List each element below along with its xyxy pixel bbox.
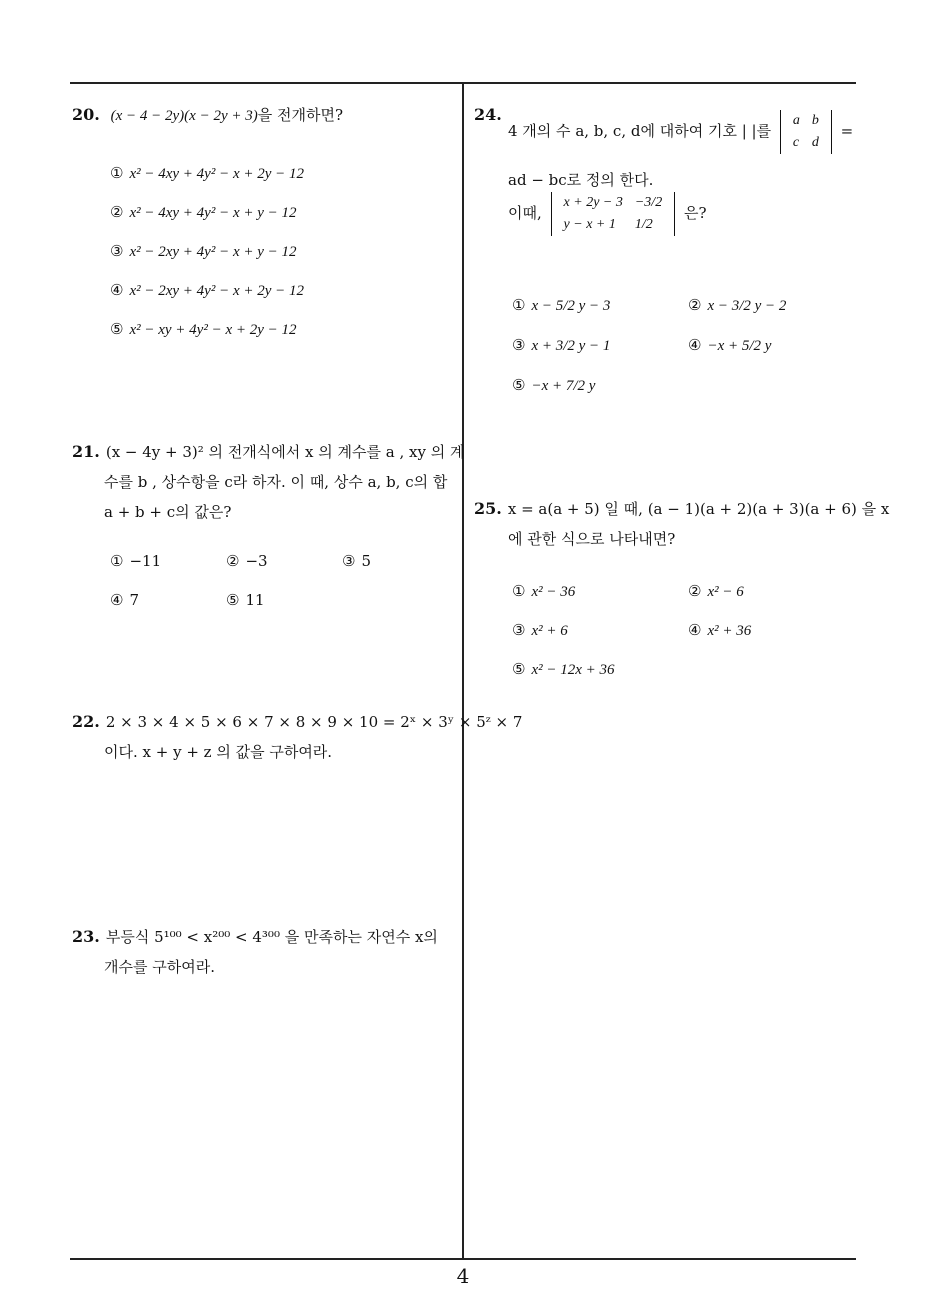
choice-expr: −11 (129, 552, 162, 570)
det-b: b (811, 113, 819, 128)
choice-2[interactable] (688, 296, 786, 315)
choice-3[interactable] (512, 336, 610, 355)
choice-mark: ③ (512, 336, 526, 354)
choice-expr: x² − 4xy + 4y² − x + 2y − 12 (129, 166, 305, 182)
question-line: 은? (683, 204, 707, 222)
det-a: a (792, 113, 800, 128)
choice-expr: x² − 12x + 36 (531, 662, 615, 678)
question-number: 21. (72, 442, 100, 461)
det-cell: −3/2 (634, 195, 663, 210)
question-line: 이때, (508, 204, 542, 222)
question-line: 에 관한 식으로 나타내면? (508, 530, 676, 548)
choice-mark: ③ (512, 621, 526, 639)
choice-mark: ① (110, 164, 124, 182)
choice-expr: x² − 4xy + 4y² − x + y − 12 (129, 205, 297, 221)
question-23 (72, 922, 438, 982)
choice-2[interactable] (226, 552, 268, 570)
question-line: x = a(a + 5) 일 때, (a − 1)(a + 2)(a + 3)(a + 6) 을 x (507, 500, 890, 518)
question-number: 20. (72, 105, 100, 124)
choice-expr: 11 (245, 591, 265, 609)
choice-mark: ⑤ (226, 591, 240, 609)
choice-mark: ① (512, 582, 526, 600)
question-24-line1 (508, 110, 853, 154)
choice-1[interactable] (110, 552, 161, 570)
choice-expr: 5 (361, 552, 371, 570)
choice-expr: −x + 7/2 y (531, 378, 596, 394)
choice-expr: x − 3/2 y − 2 (707, 298, 787, 314)
det-cell: y − x + 1 (563, 217, 616, 232)
determinant-symbol (780, 110, 832, 154)
choice-mark: ④ (688, 336, 702, 354)
question-25 (474, 494, 889, 554)
question-line: a + b + c의 값은? (104, 503, 232, 521)
choice-mark: ② (688, 582, 702, 600)
question-expression: (x − 4 − 2y)(x − 2y + 3) (110, 108, 258, 124)
choice-4[interactable] (688, 336, 771, 355)
choice-mark: ⑤ (512, 376, 526, 394)
choice-1[interactable] (512, 296, 610, 315)
question-24 (474, 100, 508, 130)
choice-mark: ④ (110, 281, 124, 299)
choice-1[interactable] (512, 582, 575, 601)
choice-expr: x² − 36 (531, 584, 576, 600)
choice-expr: 7 (129, 591, 139, 609)
question-line: 개수를 구하여라. (104, 958, 215, 976)
question-24-line2 (508, 165, 653, 195)
choice-mark: ② (110, 203, 124, 221)
choice-mark: ③ (110, 242, 124, 260)
choice-3[interactable] (110, 242, 297, 261)
choice-1[interactable] (110, 164, 304, 183)
choice-expr: x² + 6 (531, 623, 568, 639)
question-line: 2 × 3 × 4 × 5 × 6 × 7 × 8 × 9 × 10 = 2ˣ × 3ʸ × 5ᶻ × 7 (105, 713, 523, 731)
det-cell: x + 2y − 3 (563, 195, 623, 210)
det-c: c (792, 135, 800, 150)
determinant-value (551, 192, 676, 236)
choice-expr: x + 3/2 y − 1 (531, 338, 611, 354)
choice-expr: −3 (245, 552, 268, 570)
choice-expr: x² − xy + 4y² − x + 2y − 12 (129, 322, 297, 338)
choice-2[interactable] (688, 582, 744, 601)
choice-expr: x² + 36 (707, 623, 752, 639)
choice-2[interactable] (110, 203, 297, 222)
choice-mark: ② (688, 296, 702, 314)
equals-sign: = (840, 122, 854, 140)
choice-4[interactable] (110, 281, 304, 300)
question-text: 을 전개하면? (257, 106, 343, 124)
question-number: 25. (474, 499, 502, 518)
choice-3[interactable] (512, 621, 568, 640)
choice-5[interactable] (110, 320, 297, 339)
choice-mark: ① (110, 552, 124, 570)
choice-4[interactable] (110, 591, 139, 609)
choice-5[interactable] (512, 376, 595, 395)
choice-expr: −x + 5/2 y (707, 338, 772, 354)
choice-mark: ⑤ (512, 660, 526, 678)
question-number: 24. (474, 105, 502, 124)
column-divider (462, 82, 464, 1258)
question-number: 22. (72, 712, 100, 731)
question-21 (72, 437, 464, 527)
det-cell: 1/2 (634, 217, 653, 232)
question-20 (72, 100, 343, 131)
choice-3[interactable] (342, 552, 371, 570)
choice-expr: x² − 2xy + 4y² − x + 2y − 12 (129, 283, 305, 299)
choice-mark: ④ (688, 621, 702, 639)
choice-mark: ① (512, 296, 526, 314)
question-22 (72, 707, 522, 767)
question-number: 23. (72, 927, 100, 946)
choice-5[interactable] (226, 591, 265, 609)
page-number: 4 (456, 1264, 470, 1288)
choice-mark: ② (226, 552, 240, 570)
choice-mark: ③ (342, 552, 356, 570)
question-line: ad − bc로 정의 한다. (508, 171, 654, 189)
choice-mark: ④ (110, 591, 124, 609)
question-line: 4 개의 수 a, b, c, d에 대하여 기호 | |를 (508, 122, 772, 140)
question-24-line3 (508, 192, 707, 236)
choice-5[interactable] (512, 660, 615, 679)
det-d: d (811, 135, 819, 150)
choice-mark: ⑤ (110, 320, 124, 338)
question-line: 수를 b , 상수항을 c라 하자. 이 때, 상수 a, b, c의 합 (104, 473, 448, 491)
bottom-rule (70, 1258, 856, 1260)
choice-expr: x² − 6 (707, 584, 744, 600)
choice-expr: x² − 2xy + 4y² − x + y − 12 (129, 244, 297, 260)
question-line: (x − 4y + 3)² 의 전개식에서 x 의 계수를 a , xy 의 계 (105, 443, 465, 461)
question-line: 부등식 5¹⁰⁰ < x²⁰⁰ < 4³⁰⁰ 을 만족하는 자연수 x의 (105, 928, 438, 946)
question-line: 이다. x + y + z 의 값을 구하여라. (104, 743, 333, 761)
choice-expr: x − 5/2 y − 3 (531, 298, 611, 314)
choice-4[interactable] (688, 621, 751, 640)
